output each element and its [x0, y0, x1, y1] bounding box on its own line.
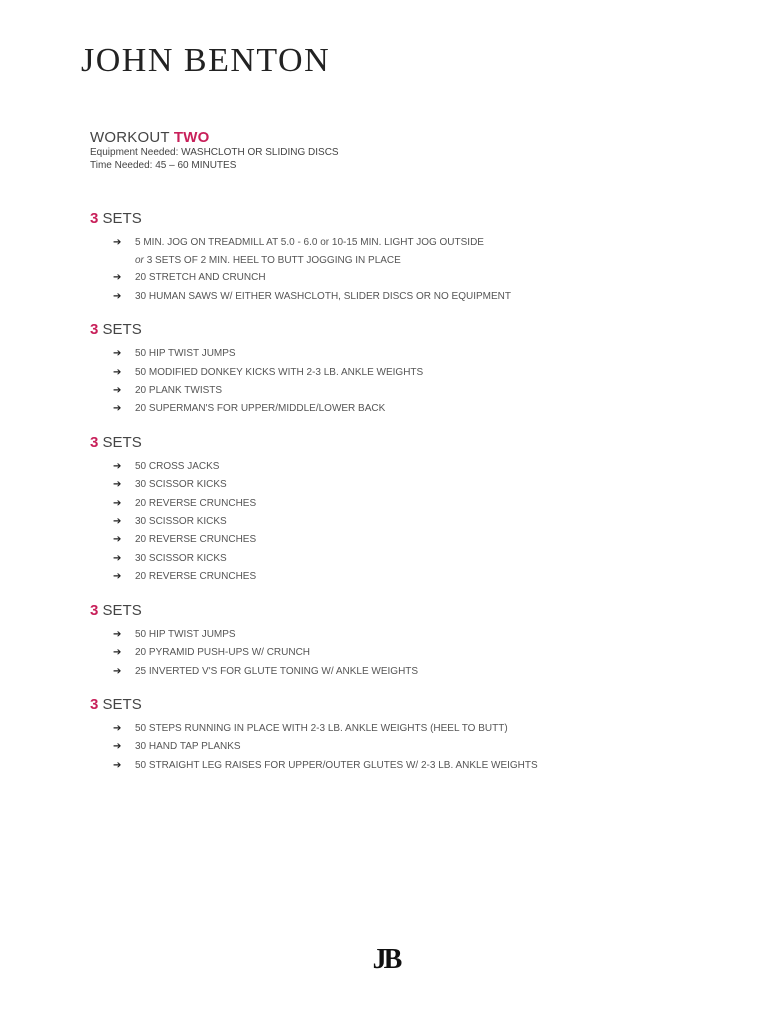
arrow-right-icon: ➔ — [113, 385, 122, 397]
brand-logo: JOHN BENTON — [81, 42, 331, 79]
exercise-list — [90, 626, 710, 681]
exercise-item — [90, 458, 710, 476]
arrow-right-icon: ➔ — [113, 348, 122, 360]
exercise-text: 30 SCISSOR KICKS — [135, 479, 227, 491]
arrow-right-icon: ➔ — [113, 665, 122, 677]
arrow-right-icon: ➔ — [113, 403, 122, 415]
arrow-right-icon: ➔ — [113, 647, 122, 659]
set-label: SETS — [102, 210, 142, 227]
set-label: SETS — [102, 695, 142, 713]
set-section — [90, 208, 710, 306]
arrow-right-icon: ➔ — [113, 497, 122, 509]
exercise-text: 50 STRAIGHT LEG RAISES FOR UPPER/OUTER GLUTES W/ 2-3 LB. ANKLE WEIGHTS — [135, 759, 538, 771]
exercise-item — [90, 663, 710, 681]
exercise-text: 20 REVERSE CRUNCHES — [135, 571, 257, 583]
exercise-item — [90, 364, 710, 382]
set-count: 3 — [90, 210, 99, 227]
workout-sections — [90, 208, 710, 788]
exercise-text: 30 SCISSOR KICKS — [135, 552, 227, 564]
set-count: 3 — [90, 695, 99, 713]
set-section — [90, 600, 710, 681]
title-accent: TWO — [173, 129, 210, 146]
set-label: SETS — [102, 601, 142, 619]
set-heading — [90, 208, 710, 230]
exercise-item — [90, 269, 710, 287]
arrow-right-icon: ➔ — [113, 759, 122, 771]
title-prefix: WORKOUT — [90, 129, 170, 146]
exercise-item — [90, 550, 710, 568]
arrow-right-icon: ➔ — [113, 722, 122, 734]
exercise-text: 5 MIN. JOG ON TREADMILL AT 5.0 - 6.0 or 10-15 MIN. LIGHT JOG OUTSIDE — [135, 237, 484, 248]
exercise-text: 25 INVERTED V'S FOR GLUTE TONING W/ ANKLE WEIGHTS — [135, 665, 419, 677]
set-count: 3 — [90, 321, 99, 339]
exercise-item — [90, 513, 710, 531]
exercise-item — [90, 626, 710, 644]
exercise-item — [90, 738, 710, 756]
exercise-text: 30 HUMAN SAWS W/ EITHER WASHCLOTH, SLIDER DISCS OR NO EQUIPMENT — [135, 290, 511, 302]
exercise-text: 20 PYRAMID PUSH-UPS W/ CRUNCH — [135, 647, 311, 659]
exercise-list — [90, 458, 710, 587]
arrow-right-icon: ➔ — [113, 290, 122, 302]
arrow-right-icon: ➔ — [113, 460, 122, 472]
arrow-right-icon: ➔ — [113, 237, 122, 248]
equipment-needed: Equipment Needed: WASHCLOTH OR SLIDING DISCS — [90, 147, 339, 158]
set-heading — [90, 319, 710, 341]
exercise-text: 20 PLANK TWISTS — [135, 385, 223, 397]
set-count: 3 — [90, 601, 99, 619]
exercise-item — [90, 644, 710, 662]
set-section — [90, 432, 710, 587]
exercise-item — [90, 720, 710, 738]
exercise-list — [90, 234, 710, 306]
workout-header — [90, 129, 339, 172]
exercise-text: 50 CROSS JACKS — [135, 460, 220, 472]
set-label: SETS — [102, 433, 142, 451]
exercise-text: 20 REVERSE CRUNCHES — [135, 534, 257, 546]
arrow-right-icon: ➔ — [113, 628, 122, 640]
page-title — [90, 129, 339, 146]
set-label: SETS — [102, 321, 142, 339]
arrow-right-icon: ➔ — [113, 272, 122, 284]
arrow-right-icon: ➔ — [113, 741, 122, 753]
set-section — [90, 694, 710, 775]
exercise-item — [90, 234, 710, 269]
exercise-text: 50 MODIFIED DONKEY KICKS WITH 2-3 LB. ANKLE WEIGHTS — [135, 366, 424, 378]
exercise-text: 20 REVERSE CRUNCHES — [135, 497, 257, 509]
exercise-item — [90, 476, 710, 494]
exercise-list — [90, 720, 710, 775]
arrow-right-icon: ➔ — [113, 571, 122, 583]
continuation-text: 3 SETS OF 2 MIN. HEEL TO BUTT JOGGING IN PLACE — [146, 255, 401, 267]
exercise-item — [90, 531, 710, 549]
exercise-item — [90, 400, 710, 418]
exercise-item — [90, 495, 710, 513]
set-heading — [90, 694, 710, 716]
arrow-right-icon: ➔ — [113, 552, 122, 564]
arrow-right-icon: ➔ — [113, 516, 122, 528]
footer-logo: JB — [372, 944, 400, 975]
arrow-right-icon: ➔ — [113, 366, 122, 378]
exercise-item — [90, 288, 710, 306]
exercise-list — [90, 345, 710, 419]
time-needed: Time Needed: 45 – 60 MINUTES — [90, 160, 237, 171]
exercise-item — [90, 382, 710, 400]
exercise-item — [90, 568, 710, 586]
exercise-continuation — [135, 252, 710, 269]
exercise-item — [90, 757, 710, 775]
exercise-text: 50 HIP TWIST JUMPS — [135, 628, 236, 640]
exercise-text: 20 SUPERMAN'S FOR UPPER/MIDDLE/LOWER BACK — [135, 403, 386, 415]
exercise-text: 50 STEPS RUNNING IN PLACE WITH 2-3 LB. ANKLE WEIGHTS (HEEL TO BUTT) — [135, 722, 508, 734]
set-heading — [90, 600, 710, 622]
set-count: 3 — [90, 433, 99, 451]
exercise-text: 30 HAND TAP PLANKS — [135, 741, 241, 753]
exercise-text: 30 SCISSOR KICKS — [135, 516, 227, 528]
exercise-text: 20 STRETCH AND CRUNCH — [135, 272, 266, 284]
exercise-item — [90, 345, 710, 363]
set-heading — [90, 432, 710, 454]
or-text: or — [135, 255, 144, 267]
arrow-right-icon: ➔ — [113, 479, 122, 491]
exercise-text: 50 HIP TWIST JUMPS — [135, 348, 236, 360]
set-section — [90, 319, 710, 419]
arrow-right-icon: ➔ — [113, 534, 122, 546]
